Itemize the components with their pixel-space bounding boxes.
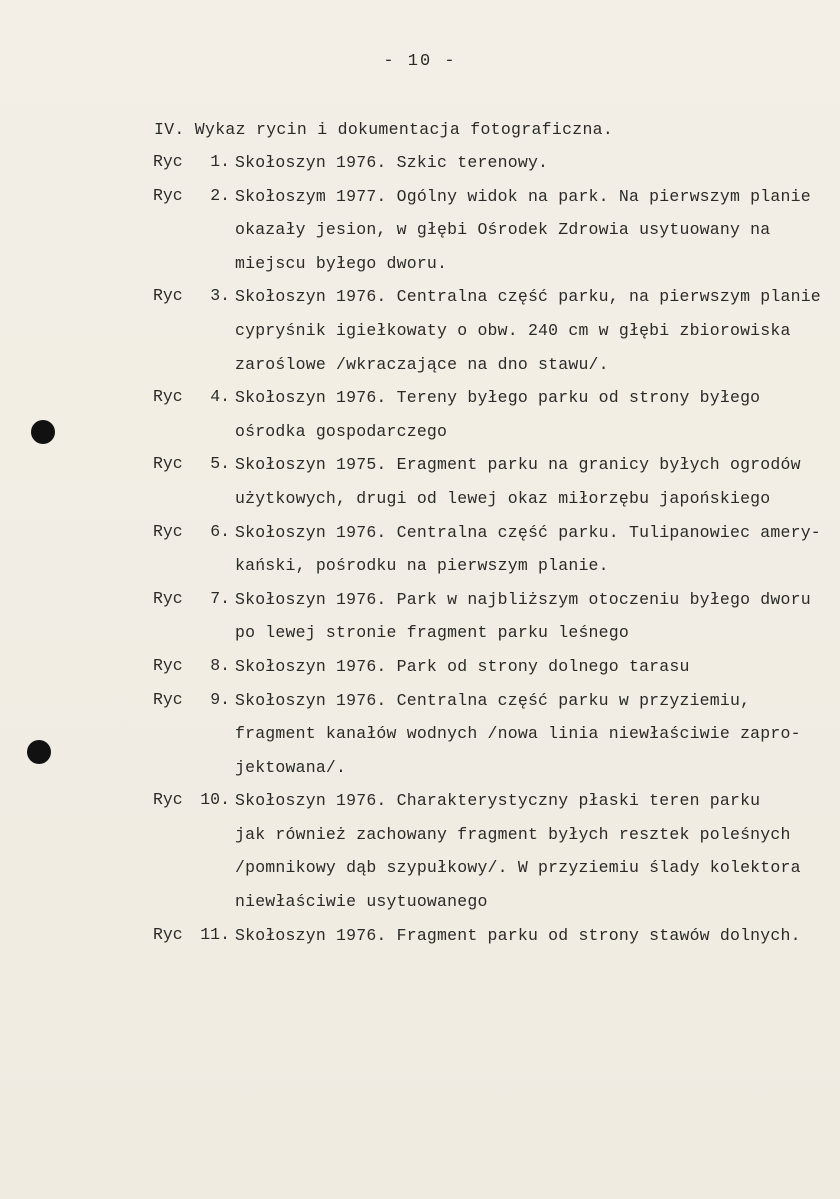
description-line: cypryśnik igiełkowaty o obw. 240 cm w głębi zbiorowiska <box>235 320 791 340</box>
figure-entry <box>0 387 840 454</box>
figure-description <box>235 656 835 690</box>
figure-label: Ryc <box>153 185 183 205</box>
figure-entry <box>0 454 840 521</box>
description-line: miejscu byłego dworu. <box>235 253 448 273</box>
description-line: Skołoszyn 1976. Szkic terenowy. <box>235 153 549 172</box>
figure-number: 9. <box>210 689 230 709</box>
figure-entry <box>0 186 840 287</box>
description-line: po lewej stronie fragment parku leśnego <box>235 623 629 643</box>
figure-number: 1. <box>210 152 230 171</box>
description-line: /pomnikowy dąb szypułkowy/. W przyziemiu ślady kolektora <box>235 858 801 878</box>
figure-entry <box>0 656 840 690</box>
description-line: Skołoszyn 1976. Centralna część parku. Tulipanowiec amery- <box>235 522 821 542</box>
figure-number: 6. <box>210 521 230 541</box>
figure-label: Ryc <box>153 588 183 608</box>
punch-hole <box>31 420 55 444</box>
description-line: Skołoszyn 1976. Tereny byłego parku od strony byłego <box>235 388 761 408</box>
figure-label: Ryc <box>153 790 183 810</box>
figure-label: Ryc <box>153 152 183 171</box>
figure-label: Ryc <box>153 521 183 541</box>
description-line: fragment kanałów wodnych /nowa linia niewłaściwie zapro- <box>235 724 801 744</box>
description-line: Skołoszyn 1976. Park od strony dolnego tarasu <box>235 656 690 676</box>
description-line: ośrodka gospodarczego <box>235 421 448 441</box>
figure-label: Ryc <box>153 454 183 474</box>
description-line: Skołoszyn 1976. Fragment parku od strony stawów dolnych. <box>235 925 801 945</box>
figure-number: 7. <box>210 588 230 608</box>
figure-number: 4. <box>210 387 230 407</box>
description-line: użytkowych, drugi od lewej okaz miłorzębu japońskiego <box>235 488 771 508</box>
figure-entry <box>0 522 840 589</box>
figure-description <box>235 286 835 387</box>
figure-label: Ryc <box>153 689 183 709</box>
description-line: jak również zachowany fragment byłych resztek poleśnych <box>235 824 791 844</box>
description-line: Skołoszym 1977. Ogólny widok na park. Na pierwszym planie <box>235 186 811 206</box>
figure-label: Ryc <box>153 924 183 944</box>
figure-entry <box>0 690 840 791</box>
figure-description <box>235 387 835 454</box>
section-heading: IV. Wykaz rycin i dokumentacja fotograficzna. <box>154 120 614 139</box>
figure-label: Ryc <box>153 286 183 306</box>
figure-description <box>235 790 835 924</box>
figure-description <box>235 454 835 521</box>
description-line: jektowana/. <box>235 757 347 777</box>
figure-list <box>0 152 840 958</box>
figure-entry <box>0 589 840 656</box>
figure-number: 10. <box>200 790 230 810</box>
figure-entry <box>0 790 840 924</box>
description-line: Skołoszyn 1976. Charakterystyczny płaski teren parku <box>235 791 761 811</box>
description-line: zaroślowe /wkraczające na dno stawu/. <box>235 354 609 374</box>
description-line: Skołoszyn 1975. Eragment parku na granicy byłych ogrodów <box>235 455 801 475</box>
figure-description <box>235 690 835 791</box>
figure-description <box>235 522 835 589</box>
description-line: niewłaściwie usytuowanego <box>235 892 488 912</box>
figure-label: Ryc <box>153 655 183 675</box>
description-line: Skołoszyn 1976. Centralna część parku w przyziemiu, <box>235 690 751 710</box>
figure-number: 11. <box>200 924 230 944</box>
punch-hole <box>27 740 51 764</box>
figure-label: Ryc <box>153 387 183 407</box>
figure-description <box>235 186 835 287</box>
figure-description <box>235 589 835 656</box>
description-line: Skołoszyn 1976. Park w najbliższym otoczeniu byłego dworu <box>235 589 811 609</box>
figure-number: 2. <box>210 185 230 205</box>
figure-entry <box>0 152 840 186</box>
figure-description <box>235 925 835 959</box>
figure-description <box>235 152 835 186</box>
figure-entry <box>0 925 840 959</box>
figure-number: 5. <box>210 454 230 474</box>
description-line: Skołoszyn 1976. Centralna część parku, na pierwszym planie <box>235 287 821 307</box>
figure-number: 3. <box>210 286 230 306</box>
figure-entry <box>0 286 840 387</box>
description-line: kański, pośrodku na pierwszym planie. <box>235 556 609 576</box>
description-line: okazały jesion, w głębi Ośrodek Zdrowia usytuowany na <box>235 220 771 240</box>
figure-number: 8. <box>210 655 230 675</box>
page-number: - 10 - <box>383 52 457 71</box>
